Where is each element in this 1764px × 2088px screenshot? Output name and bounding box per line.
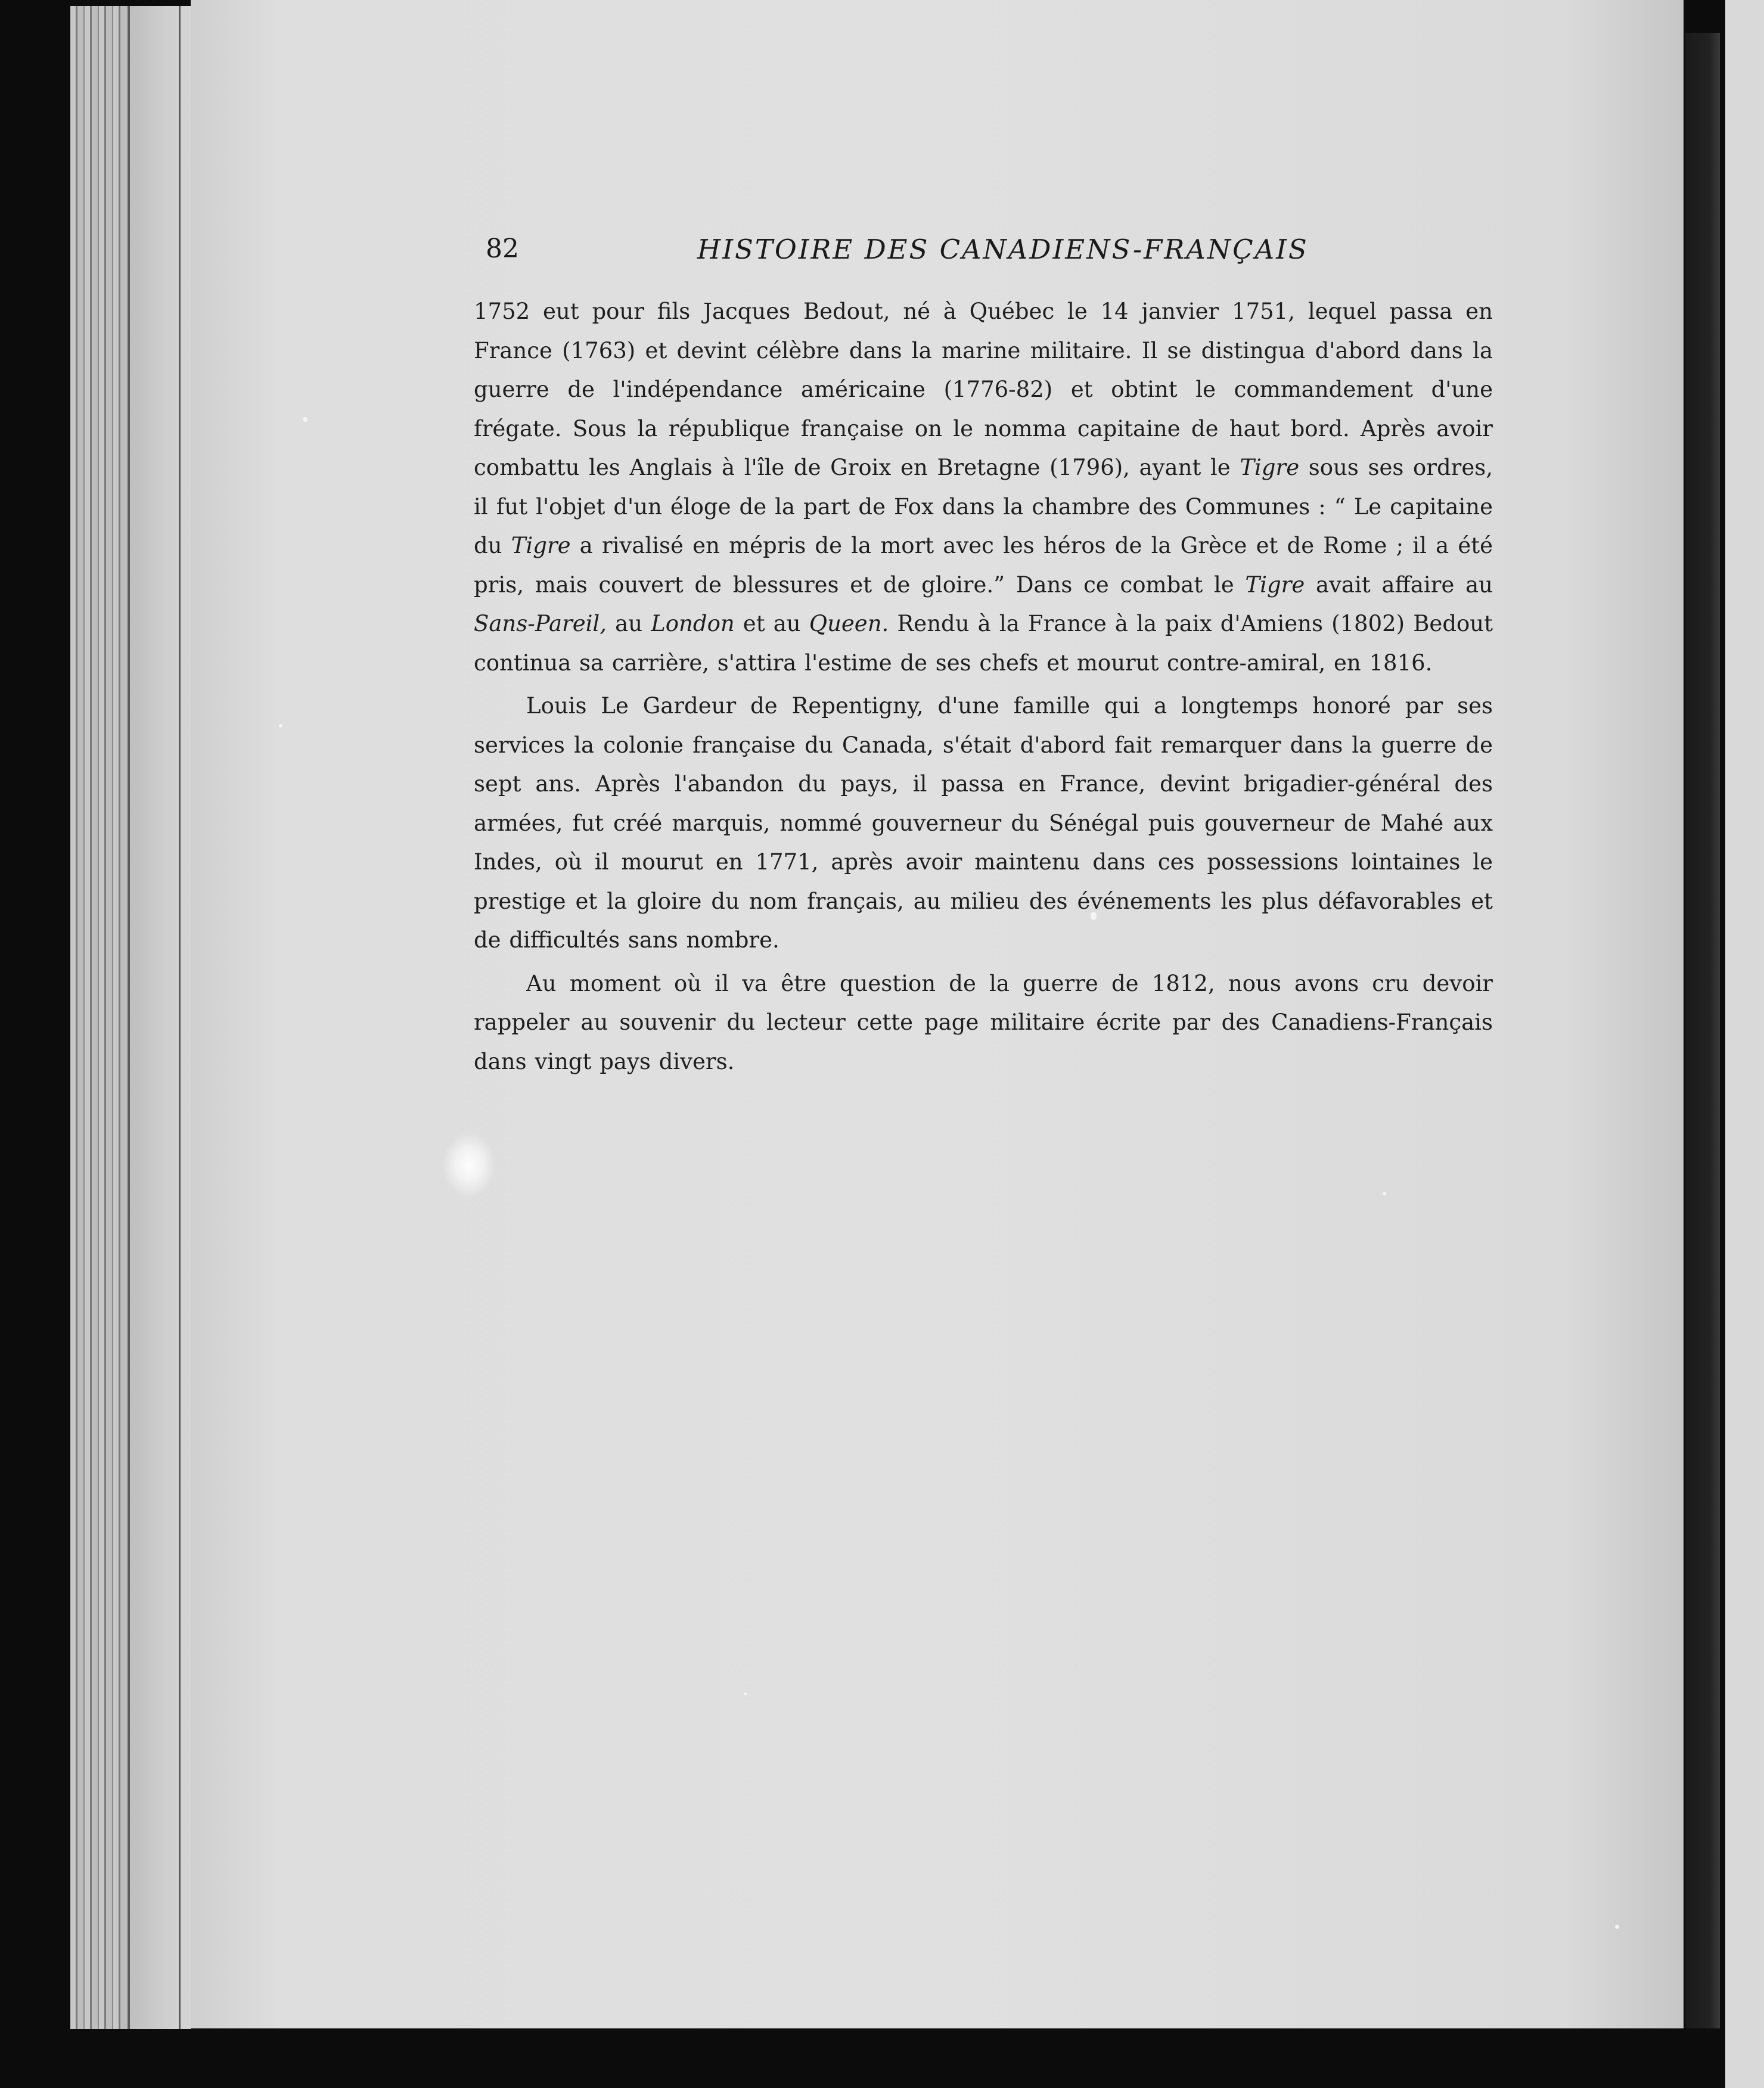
dust-speck <box>1383 1192 1386 1195</box>
scan-glare <box>442 1132 496 1198</box>
paragraph-repentigny: Louis Le Gardeur de Repentigny, d'une famille qui a longtemps honoré par ses services la colonie française du Canada, s'était d'abord fait remarquer dans la guerre de sept ans. Après l'abandon du pays, il passa en France, devint brigadier-général des armées, fut créé marquis, nommé gouverneur du Sénégal puis gouverneur de Mahé aux Indes, où il mourut en 1771, après avoir maintenu dans ces possessions lointaines le prestige et la gloire du nom français, au milieu des événements les plus défavorables et de difficultés sans nombre. <box>474 693 1493 953</box>
dust-speck <box>279 724 282 728</box>
running-title: HISTOIRE DES CANADIENS-FRANÇAIS <box>697 234 1309 265</box>
page-edge-line <box>179 6 181 2029</box>
body-text <box>474 292 1493 1085</box>
stacked-page-edges <box>70 6 195 2029</box>
running-header <box>486 234 1490 269</box>
paragraph-bedout: 1752 eut pour fils Jacques Bedout, né à Québec le 14 janvier 1751, lequel passa en France (1763) et devint célèbre dans la marine militaire. Il se distingua d'abord dans la guerre de l'indépendance américaine (1776-82) et obtint le commandement d'une frégate. Sous la république française on le nomma capitaine de haut bord. Après avoir combattu les Anglais à l'île de Groix en Bretagne (1796), ayant le Tigre sous ses ordres, il fut l'objet d'un éloge de la part de Fox dans la chambre des Communes : “ Le capitaine du Tigre a rivalisé en mépris de la mort avec les héros de la Grèce et de Rome ; il a été pris, mais couvert de blessures et de gloire.” Dans ce combat le Tigre avait affaire au Sans-Pareil, au London et au Queen. Rendu à la France à la paix d'Amiens (1802) Bedout continua sa carrière, s'attira l'estime de ses chefs et mourut contre-amiral, en 1816. <box>474 299 1493 676</box>
dust-speck <box>1615 1925 1619 1929</box>
page-edge-line <box>128 6 130 2029</box>
paragraph-conclusion: Au moment où il va être question de la guerre de 1812, nous avons cru devoir rappeler au souvenir du lecteur cette page militaire écrite par des Canadiens-Français dans vingt pays divers. <box>474 970 1493 1074</box>
bottom-shadow <box>191 2028 1725 2088</box>
dust-speck <box>303 417 308 422</box>
facing-page-edge <box>1725 0 1764 2088</box>
binding-gutter <box>1685 33 1720 2059</box>
page-number: 82 <box>486 234 519 264</box>
dust-speck <box>744 1692 747 1695</box>
